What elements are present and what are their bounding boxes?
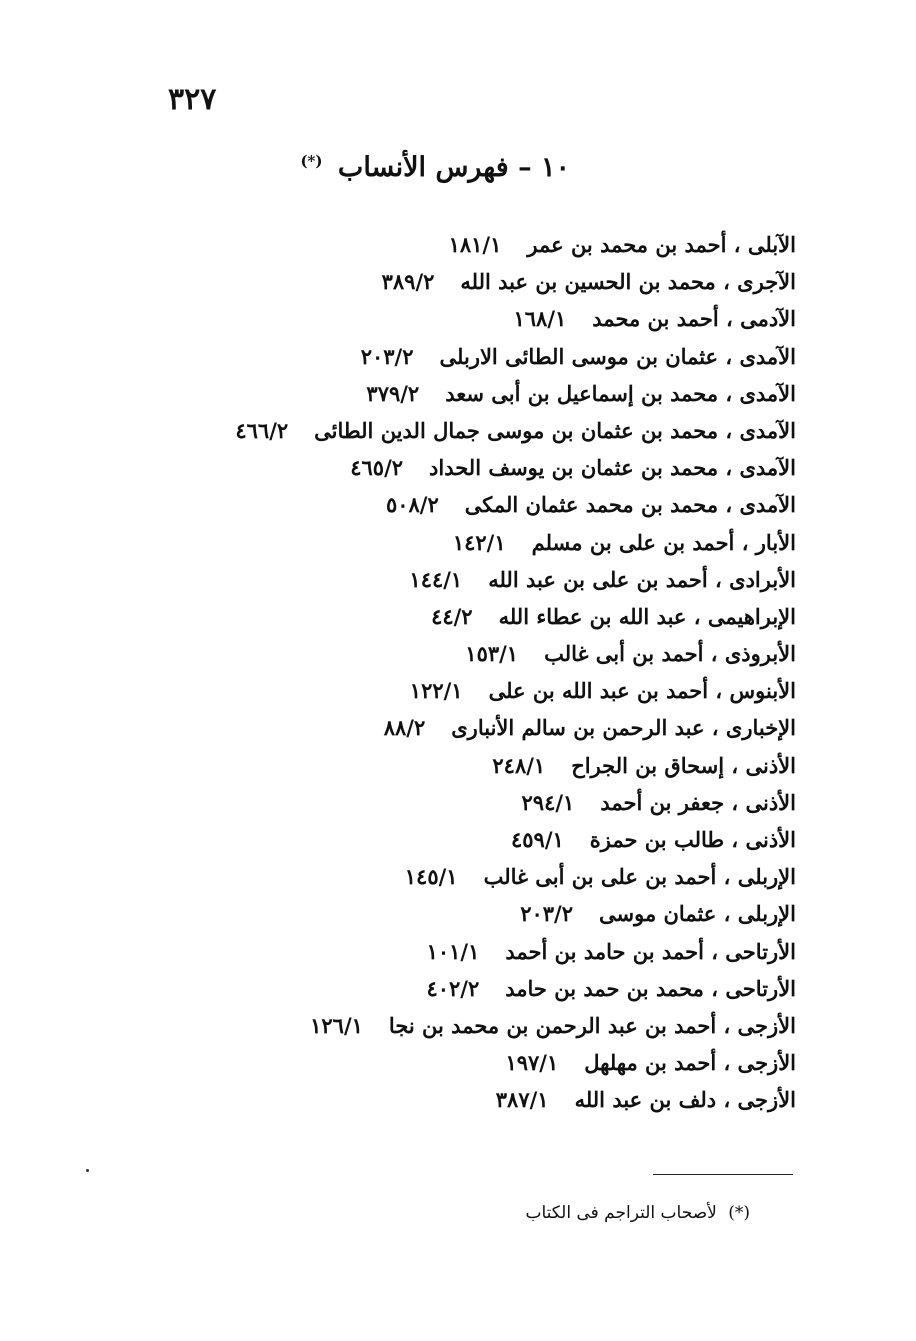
index-entry-reference: ١٢٢/١ — [409, 678, 463, 704]
index-entry-name: الأزجى ، أحمد بن مهلهل — [584, 1050, 796, 1076]
index-entry — [96, 561, 796, 598]
index-entry — [96, 338, 796, 375]
index-entry-name: الآمدى ، محمد بن محمد عثمان المكى — [464, 492, 796, 518]
index-entry-reference: ١٤٤/١ — [409, 566, 463, 592]
index-entry — [96, 486, 796, 523]
index-entry-reference: ٣٨٧/١ — [495, 1087, 549, 1113]
index-entry-reference: ١٨١/١ — [448, 232, 502, 257]
footnote-text: لأصحاب التراجم فى الكتاب — [525, 1203, 717, 1223]
index-title — [300, 152, 570, 183]
index-entry-name: الأبروذى ، أحمد بن أبى غالب — [544, 641, 796, 667]
index-entry-reference: ٤٥٩/١ — [510, 827, 564, 852]
index-entry — [96, 524, 796, 561]
index-entry-reference: ٣٨٩/٢ — [381, 269, 435, 295]
index-entry — [96, 858, 796, 895]
index-entry — [96, 226, 796, 263]
index-entry — [96, 747, 796, 784]
index-entry-name: الإربلى ، أحمد بن على بن أبى غالب — [483, 864, 796, 890]
index-entry-name: الآمدى ، عثمان بن موسى الطائى الاربلى — [439, 343, 796, 369]
index-entry — [96, 375, 796, 412]
index-entry-reference: ٣٧٩/٢ — [366, 380, 420, 406]
index-entry — [96, 784, 796, 821]
index-entry-reference: ٢٩٤/١ — [521, 789, 575, 815]
index-entry-reference: ١٤٥/١ — [404, 864, 458, 890]
index-entry — [96, 449, 796, 486]
index-entry — [96, 821, 796, 858]
index-entry-name: الآبلى ، أحمد بن محمد بن عمر — [527, 232, 796, 257]
index-entry-reference: ١٤٢/١ — [452, 529, 506, 555]
index-entry-reference: ٤٦٦/٢ — [235, 417, 289, 443]
index-entry-name: الآجرى ، محمد بن الحسين بن عبد الله — [460, 269, 796, 295]
index-entry-name: الأذنى ، طالب بن حمزة — [589, 827, 796, 852]
index-entry-name: الأذنى ، إسحاق بن الجراح — [571, 752, 796, 778]
index-entry-reference: ١٥٣/١ — [465, 641, 519, 667]
index-entry-name: الأبار ، أحمد بن على بن مسلم — [531, 529, 796, 555]
index-entry-name: الأرتاحى ، أحمد بن حامد بن أحمد — [505, 938, 796, 964]
index-entry-name: الأبرادى ، أحمد بن على بن عبد الله — [488, 566, 796, 592]
index-entry-reference: ٤٠٢/٢ — [426, 975, 480, 1001]
index-entry-name: الأذنى ، جعفر بن أحمد — [600, 789, 796, 815]
index-entry-name: الأبنوس ، أحمد بن عبد الله بن على — [488, 678, 796, 704]
footnote-separator-rule — [653, 1174, 793, 1175]
index-entry — [96, 300, 796, 337]
index-entry-name: الآمدى ، محمد بن عثمان بن موسى جمال الدين الطائى — [314, 417, 796, 443]
index-entry — [96, 933, 796, 970]
index-entry-reference: ١٦٨/١ — [513, 306, 567, 332]
footnote-reference-marker: (*) — [300, 152, 323, 170]
index-entry — [96, 1007, 796, 1044]
index-entry-reference: ٢٠٣/٢ — [360, 343, 414, 369]
index-entry-name: الإربلى ، عثمان موسى — [599, 901, 796, 927]
index-entry-reference: ٤٦٥/٢ — [350, 455, 404, 481]
index-entry-name: الإبراهيمى ، عبد الله بن عطاء الله — [498, 603, 796, 629]
index-entry — [96, 970, 796, 1007]
index-entry — [96, 1081, 796, 1118]
index-entry — [96, 263, 796, 300]
index-entry-name: الآدمى ، أحمد بن محمد — [592, 306, 796, 332]
index-entry-reference: ١٩٧/١ — [505, 1050, 559, 1076]
index-entry — [96, 1044, 796, 1081]
index-entry-reference: ٢٠٣/٢ — [520, 901, 573, 927]
index-entry-reference: ١٢٦/١ — [310, 1012, 363, 1038]
index-entry-name: الأرتاحى ، محمد بن حمد بن حامد — [505, 975, 796, 1001]
index-entry-name: الأزجى ، دلف بن عبد الله — [574, 1087, 796, 1113]
footnote — [525, 1203, 750, 1223]
page-number: ٣٢٧ — [168, 82, 217, 117]
index-entry — [96, 895, 796, 932]
index-entry — [96, 412, 796, 449]
index-entry-name: الآمدى ، محمد بن عثمان بن يوسف الحداد — [429, 455, 796, 481]
index-title-text: فهرس الأنساب — [337, 152, 509, 183]
index-entry — [96, 635, 796, 672]
stray-ink-dot — [86, 1169, 89, 1172]
footnote-marker: (*) — [728, 1203, 750, 1223]
index-entry-reference: ٨٨/٢ — [383, 715, 426, 741]
index-entry — [96, 672, 796, 709]
index-entry-name: الآمدى ، محمد بن إسماعيل بن أبى سعد — [445, 380, 796, 406]
index-entry — [96, 598, 796, 635]
index-entry-reference: ٤٤/٢ — [431, 603, 473, 629]
index-entry-name: الإخبارى ، عبد الرحمن بن سالم الأنبارى — [451, 715, 796, 741]
index-entry-reference: ٢٤٨/١ — [492, 752, 546, 778]
index-entry-list — [96, 226, 796, 1119]
index-entry-reference: ٥٠٨/٢ — [385, 492, 439, 518]
index-title-number: ١٠ — [540, 152, 570, 183]
index-entry-reference: ١٠١/١ — [426, 938, 480, 964]
index-entry — [96, 709, 796, 746]
index-entry-name: الأزجى ، أحمد بن عبد الرحمن بن محمد بن نجا — [388, 1012, 796, 1038]
index-title-dash: – — [518, 152, 532, 183]
